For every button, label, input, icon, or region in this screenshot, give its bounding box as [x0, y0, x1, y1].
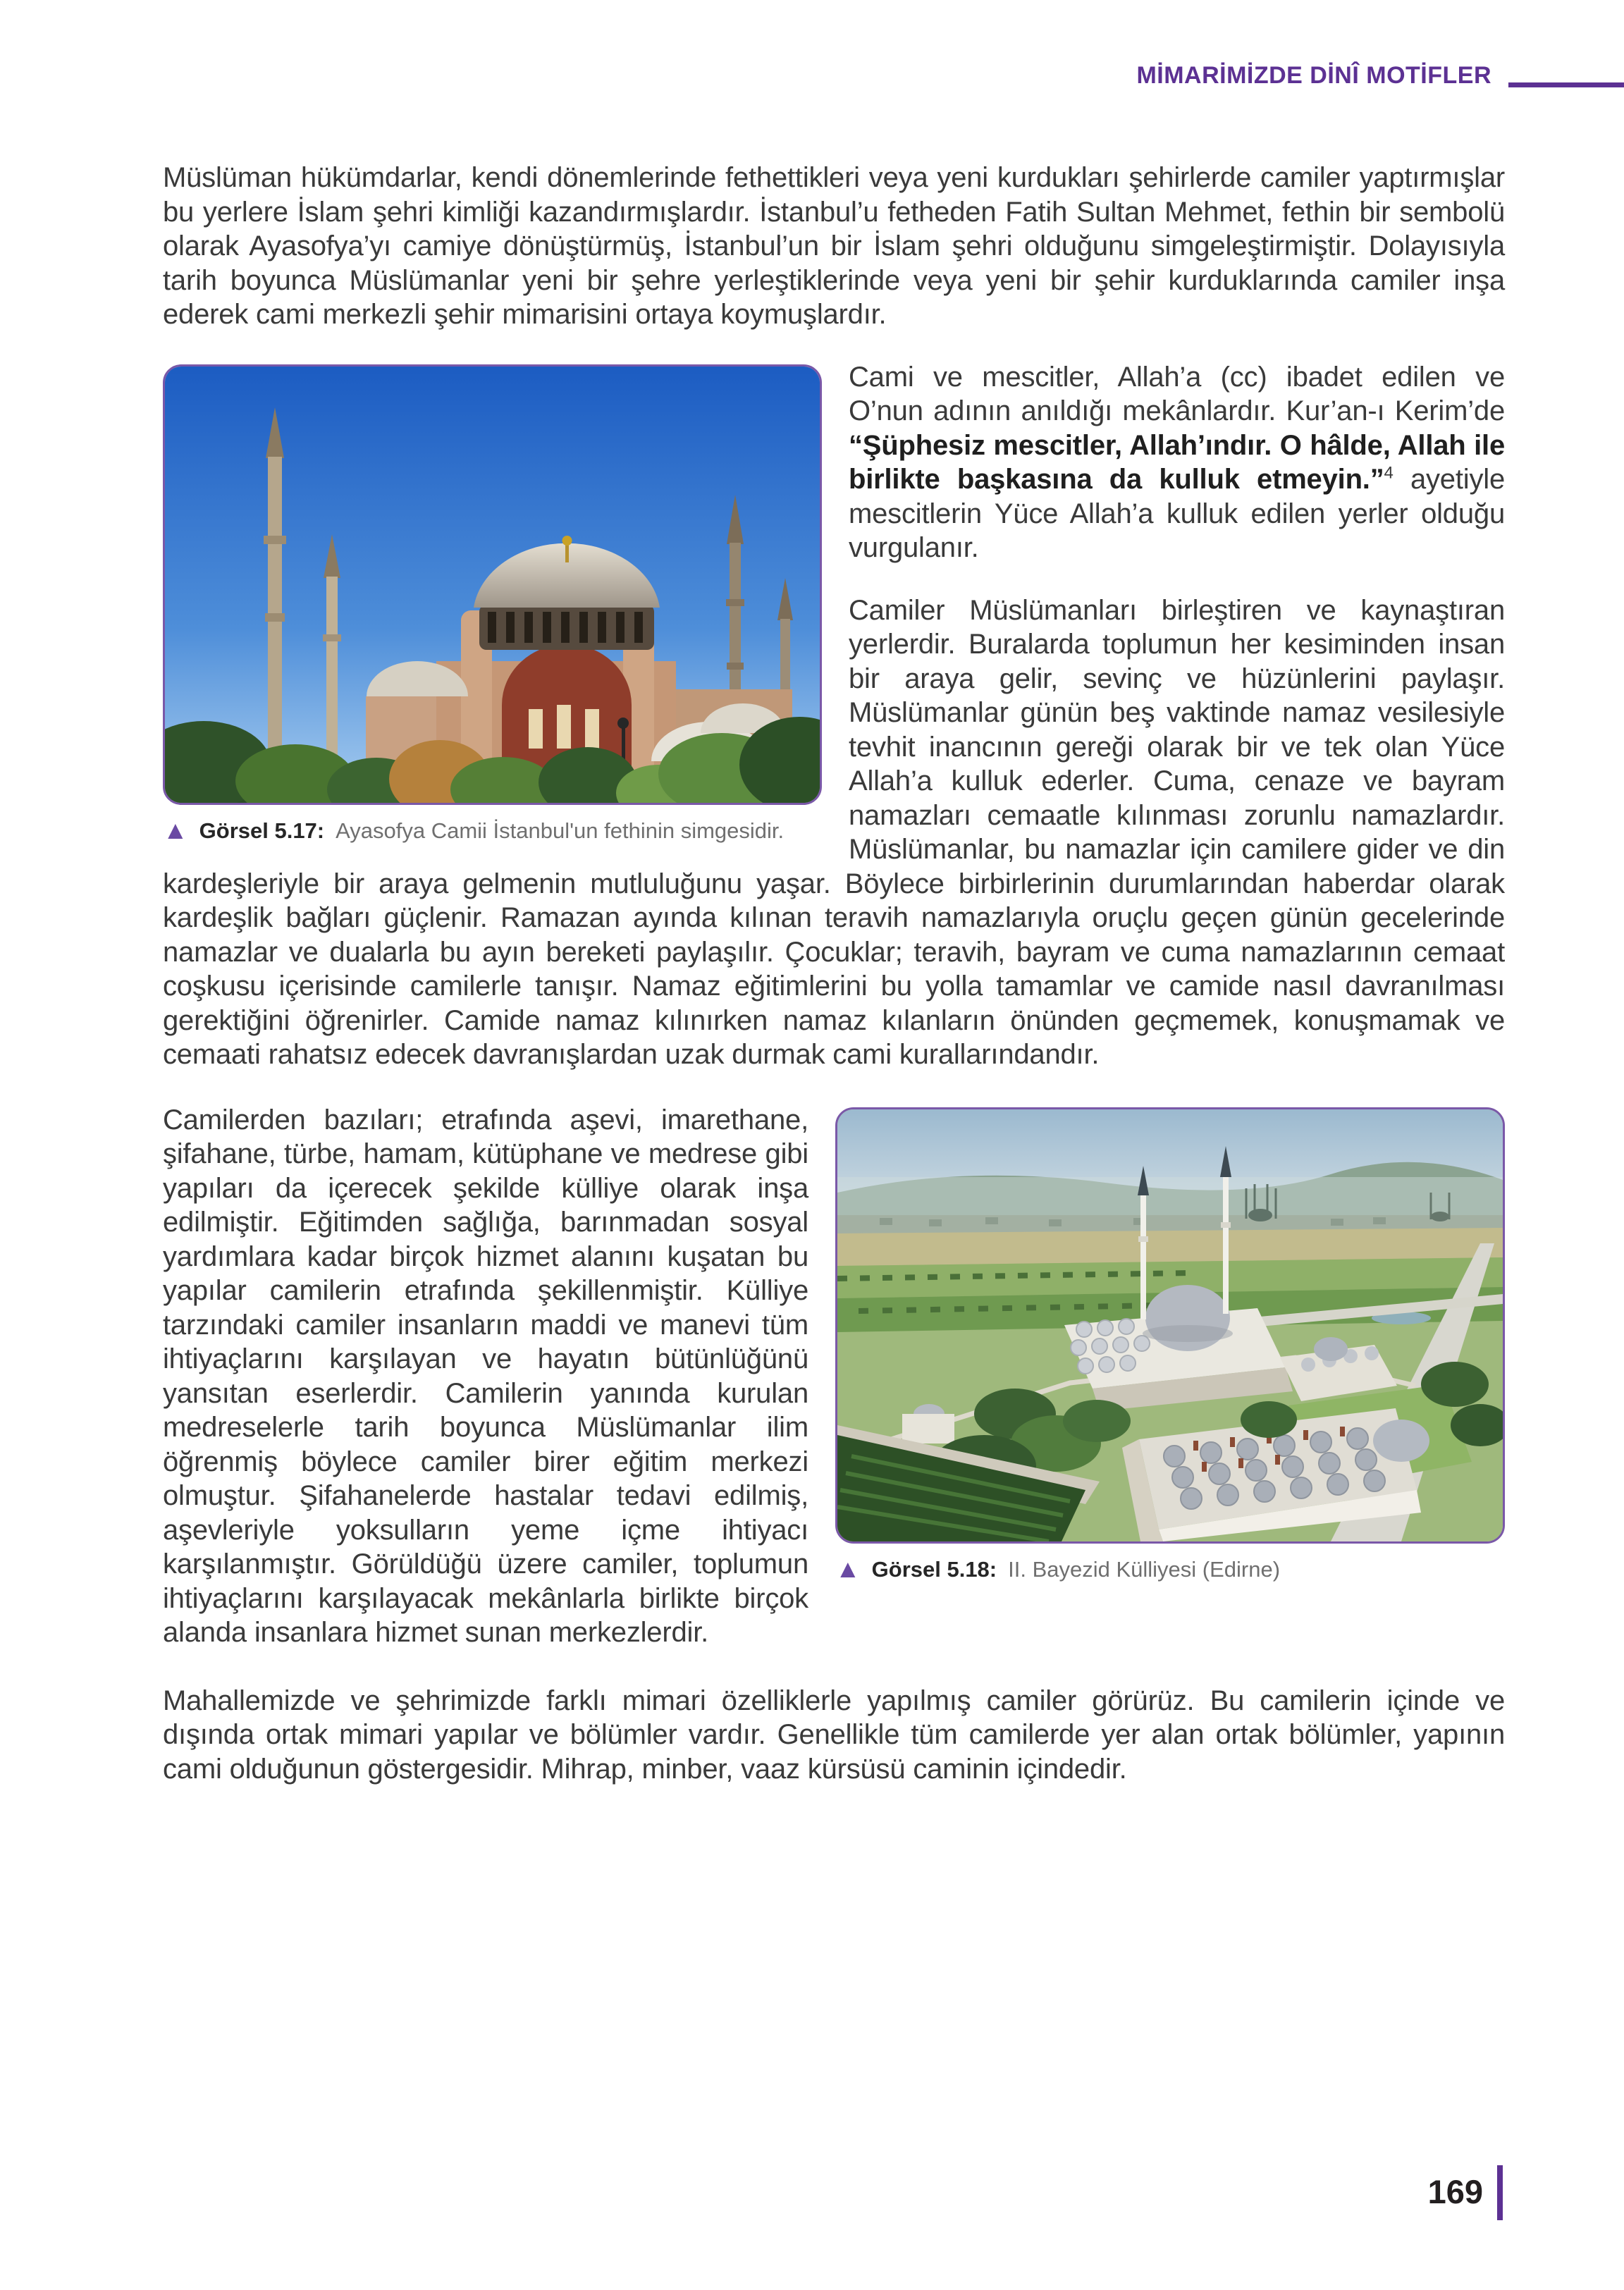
page-header: [0, 62, 1624, 90]
figure-caption-text: Ayasofya Camii İstanbul'un fethinin simgesidir.: [336, 818, 785, 843]
section-kulliye: [163, 1103, 1505, 1684]
paragraph-mescitler-lead: Cami ve mescitler, Allah’a (cc) ibadet edilen ve O’nun adının anıldığı mekânlardır. Kur’an-ı Kerim’de: [849, 361, 1505, 426]
page-number: 169: [1427, 2173, 1483, 2210]
page-number-bar: [1497, 2165, 1503, 2220]
page-footer: [1428, 2165, 1503, 2220]
footnote-marker: 4: [1384, 463, 1394, 483]
figure-bayezid: [835, 1107, 1505, 1582]
page-content: [163, 161, 1505, 1814]
paragraph-kulliye: Camilerden bazıları; etrafında aşevi, imarethane, şifahane, türbe, hamam, kütüphane ve medrese gibi yapıları da içerecek şekilde külliye olarak inşa edilmiştir. Eğitimden sağlığa, barınmadan sosyal yardımlara kadar birçok hizmet alanını kuşatan bu yapılar camilerin etrafında şekillenmiştir. Külliye tarzındaki camiler insanların maddi ve manevi tüm ihtiyaçlarını karşılayan ve hayatın bütünlüğünü yansıtan eserlerdir. Camilerin yanında kurulan medreselerle tarih boyunca Müslümanlar ilim öğrenmiş böylece camiler birer eğitim merkezi olmuştur. Şifahanelerde hastalar tedavi edilmiş, aşevleriyle yoksulların yeme içme ihtiyacı karşılanmıştır. Görüldüğü üzere camiler, toplumun ihtiyaçlarını karşılayacak mekânlarla birlikte birçok alanda insanlara hizmet sunan merkezlerdir.: [163, 1104, 808, 1648]
header-rule: [1508, 82, 1624, 87]
figure-caption-517: [163, 815, 822, 845]
section-ayasofya: [163, 360, 1505, 1103]
caption-triangle-icon: ▲: [163, 815, 188, 845]
paragraph-camiler-birlestiren: Camiler Müslümanları birleştiren ve kaynaştıran yerlerdir. Buralarda toplumun her kesiminden insan bir araya gelir, sevinç ve hüzünlerini paylaşır. Müslümanlar günün beş vaktinde namaz vesilesiyle tevhit inancının gereği olarak bir ve tek olan Yüce Allah’a kulluk ederler. Cuma, cenaze ve bayram namazları cemaatle kılınması zorunlu namazlardır. Müslümanlar, bu namazlar için camilere gider ve din kardeşleriyle bir araya gelmenin mutluluğunu yaşar. Böylece birbirlerinin durumlarından haberdar olarak kardeşlik bağları güçlenir. Ramazan ayında kılınan teravih namazlarıyla oruçlu geçen günün gecelerinde namazlar ve dualarla bu ayın bereketi paylaşılır. Çocuklar; teravih, bayram ve cuma namazlarının cemaat coşkusu içerisinde camilerle tanışır. Namaz eğitimlerini bu yolla tamamlar ve camide nasıl davranılması gerektiğini öğrenirler. Camide namaz kılınırken namaz kılanların önünden geçmemek, konuşmamak ve cemaati rahatsız edecek davranışlardan uzak durmak cami kurallarındandır.: [163, 594, 1505, 1070]
page-title: MİMARİMİZDE DİNÎ MOTİFLER: [1136, 62, 1491, 89]
quran-quote: “Şüphesiz mescitler, Allah’ındır. O hâlde, Allah ile birlikte başkasına da kulluk etmeyin.”: [849, 429, 1505, 495]
figure-caption-518: [835, 1556, 1505, 1582]
paragraph-intro: Müslüman hükümdarlar, kendi dönemlerinde fethettikleri veya yeni kurdukları şehirlerde camiler yaptırmışlar bu yerlere İslam şehri kimliği kazandırmışlardır. İstanbul’u fetheden Fatih Sultan Mehmet, fethin bir sembolü olarak Ayasofya’yı camiye dönüştürmüş, İstanbul’un bir İslam şehri olduğunu simgeleştirmiştir. Dolayısıyla tarih boyunca Müslümanlar yeni bir şehre yerleştiklerinde veya yeni bir şehir kurduklarında camiler inşa ederek cami merkezli şehir mimarisini ortaya koymuşlardır.: [163, 162, 1505, 330]
figure-label: Görsel 5.18:: [871, 1556, 997, 1582]
paragraph-mahalle: Mahallemizde ve şehrimizde farklı mimari özelliklerle yapılmış camiler görürüz. Bu camilerin içinde ve dışında ortak mimari yapılar ve bölümler vardır. Genellikle tüm camilerde yer alan ortak bölümler, yapının cami olduğunun göstergesidir. Mihrap, minber, vaaz kürsüsü caminin içindedir.: [163, 1685, 1505, 1785]
figure-caption-text: II. Bayezid Külliyesi (Edirne): [1008, 1556, 1281, 1582]
bayezid-aerial-photo: [835, 1107, 1505, 1544]
paragraph-mescitler-tail: ayetiyle mescitlerin Yüce Allah’a kulluk edilen yerler olduğu vurgulanır.: [849, 464, 1505, 563]
figure-label: Görsel 5.17:: [199, 818, 325, 843]
ayasofya-photo: [163, 364, 822, 805]
figure-ayasofya: [163, 364, 822, 844]
caption-triangle-icon: ▲: [835, 1554, 861, 1584]
